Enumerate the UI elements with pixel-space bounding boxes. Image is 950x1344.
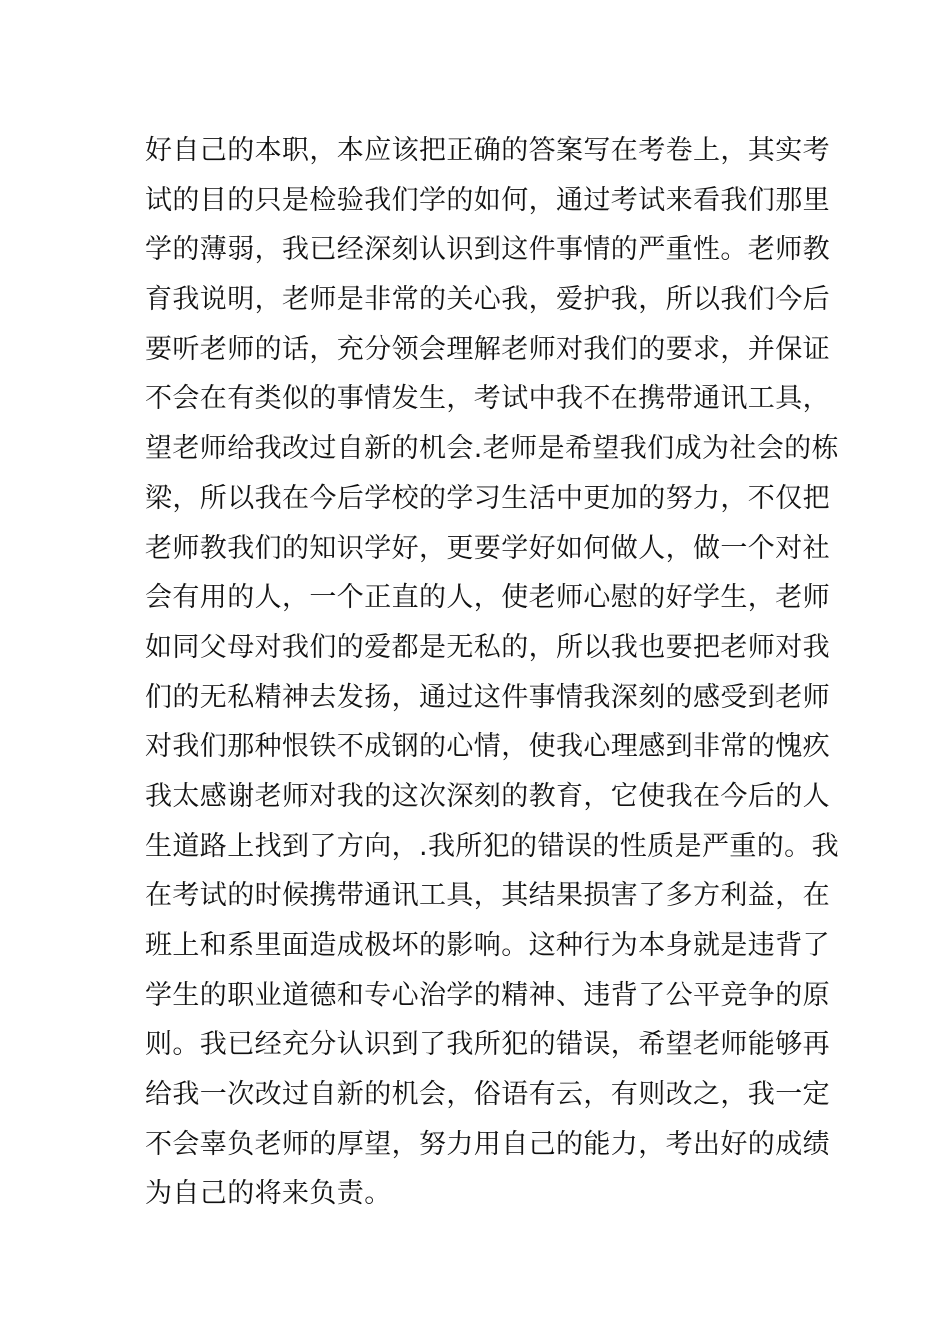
text-line: 不会辜负老师的厚望，努力用自己的能力，考出好的成绩 [145, 1128, 830, 1160]
text-line: 育我说明，老师是非常的关心我，爱护我，所以我们今后 [145, 284, 830, 316]
text-line: 好自己的本职，本应该把正确的答案写在考卷上，其实考 [145, 135, 830, 166]
text-line: 要听老师的话，充分领会理解老师对我们的要求，并保证 [145, 333, 830, 365]
text-line: 在考试的时候携带通讯工具，其结果损害了多方利益，在 [145, 880, 830, 912]
text-line: 试的目的只是检验我们学的如何，通过考试来看我们那里 [145, 184, 830, 216]
text-line: 不会在有类似的事情发生，考试中我不在携带通讯工具， [145, 383, 830, 415]
text-line: 老师教我们的知识学好，更要学好如何做人，做一个对社 [145, 532, 830, 564]
text-line: 学的薄弱，我已经深刻认识到这件事情的严重性。老师教 [145, 234, 830, 266]
body-text [145, 126, 839, 1219]
text-line: 班上和系里面造成极坏的影响。这种行为本身就是违背了 [145, 930, 830, 961]
text-line: 我太感谢老师对我的这次深刻的教育，它使我在今后的人 [145, 780, 830, 812]
text-line: 们的无私精神去发扬，通过这件事情我深刻的感受到老师 [145, 681, 830, 713]
text-line: 对我们那种恨铁不成钢的心情，使我心理感到非常的愧疚 [145, 731, 830, 763]
text-line: 梁，所以我在今后学校的学习生活中更加的努力，不仅把 [145, 482, 830, 514]
text-line: 则。我已经充分认识到了我所犯的错误，希望老师能够再 [145, 1029, 830, 1061]
text-line: 望老师给我改过自新的机会.老师是希望我们成为社会的栋 [145, 433, 839, 465]
text-line: 给我一次改过自新的机会，俗语有云，有则改之，我一定 [145, 1079, 830, 1111]
text-line: 学生的职业道德和专心治学的精神、违背了公平竞争的原 [145, 979, 830, 1011]
text-line: 为自己的将来负责。 [145, 1178, 392, 1210]
text-line: 如同父母对我们的爱都是无私的，所以我也要把老师对我 [145, 631, 830, 663]
text-line: 会有用的人，一个正直的人，使老师心慰的好学生，老师 [145, 582, 830, 614]
text-line: 生道路上找到了方向，.我所犯的错误的性质是严重的。我 [145, 830, 839, 862]
